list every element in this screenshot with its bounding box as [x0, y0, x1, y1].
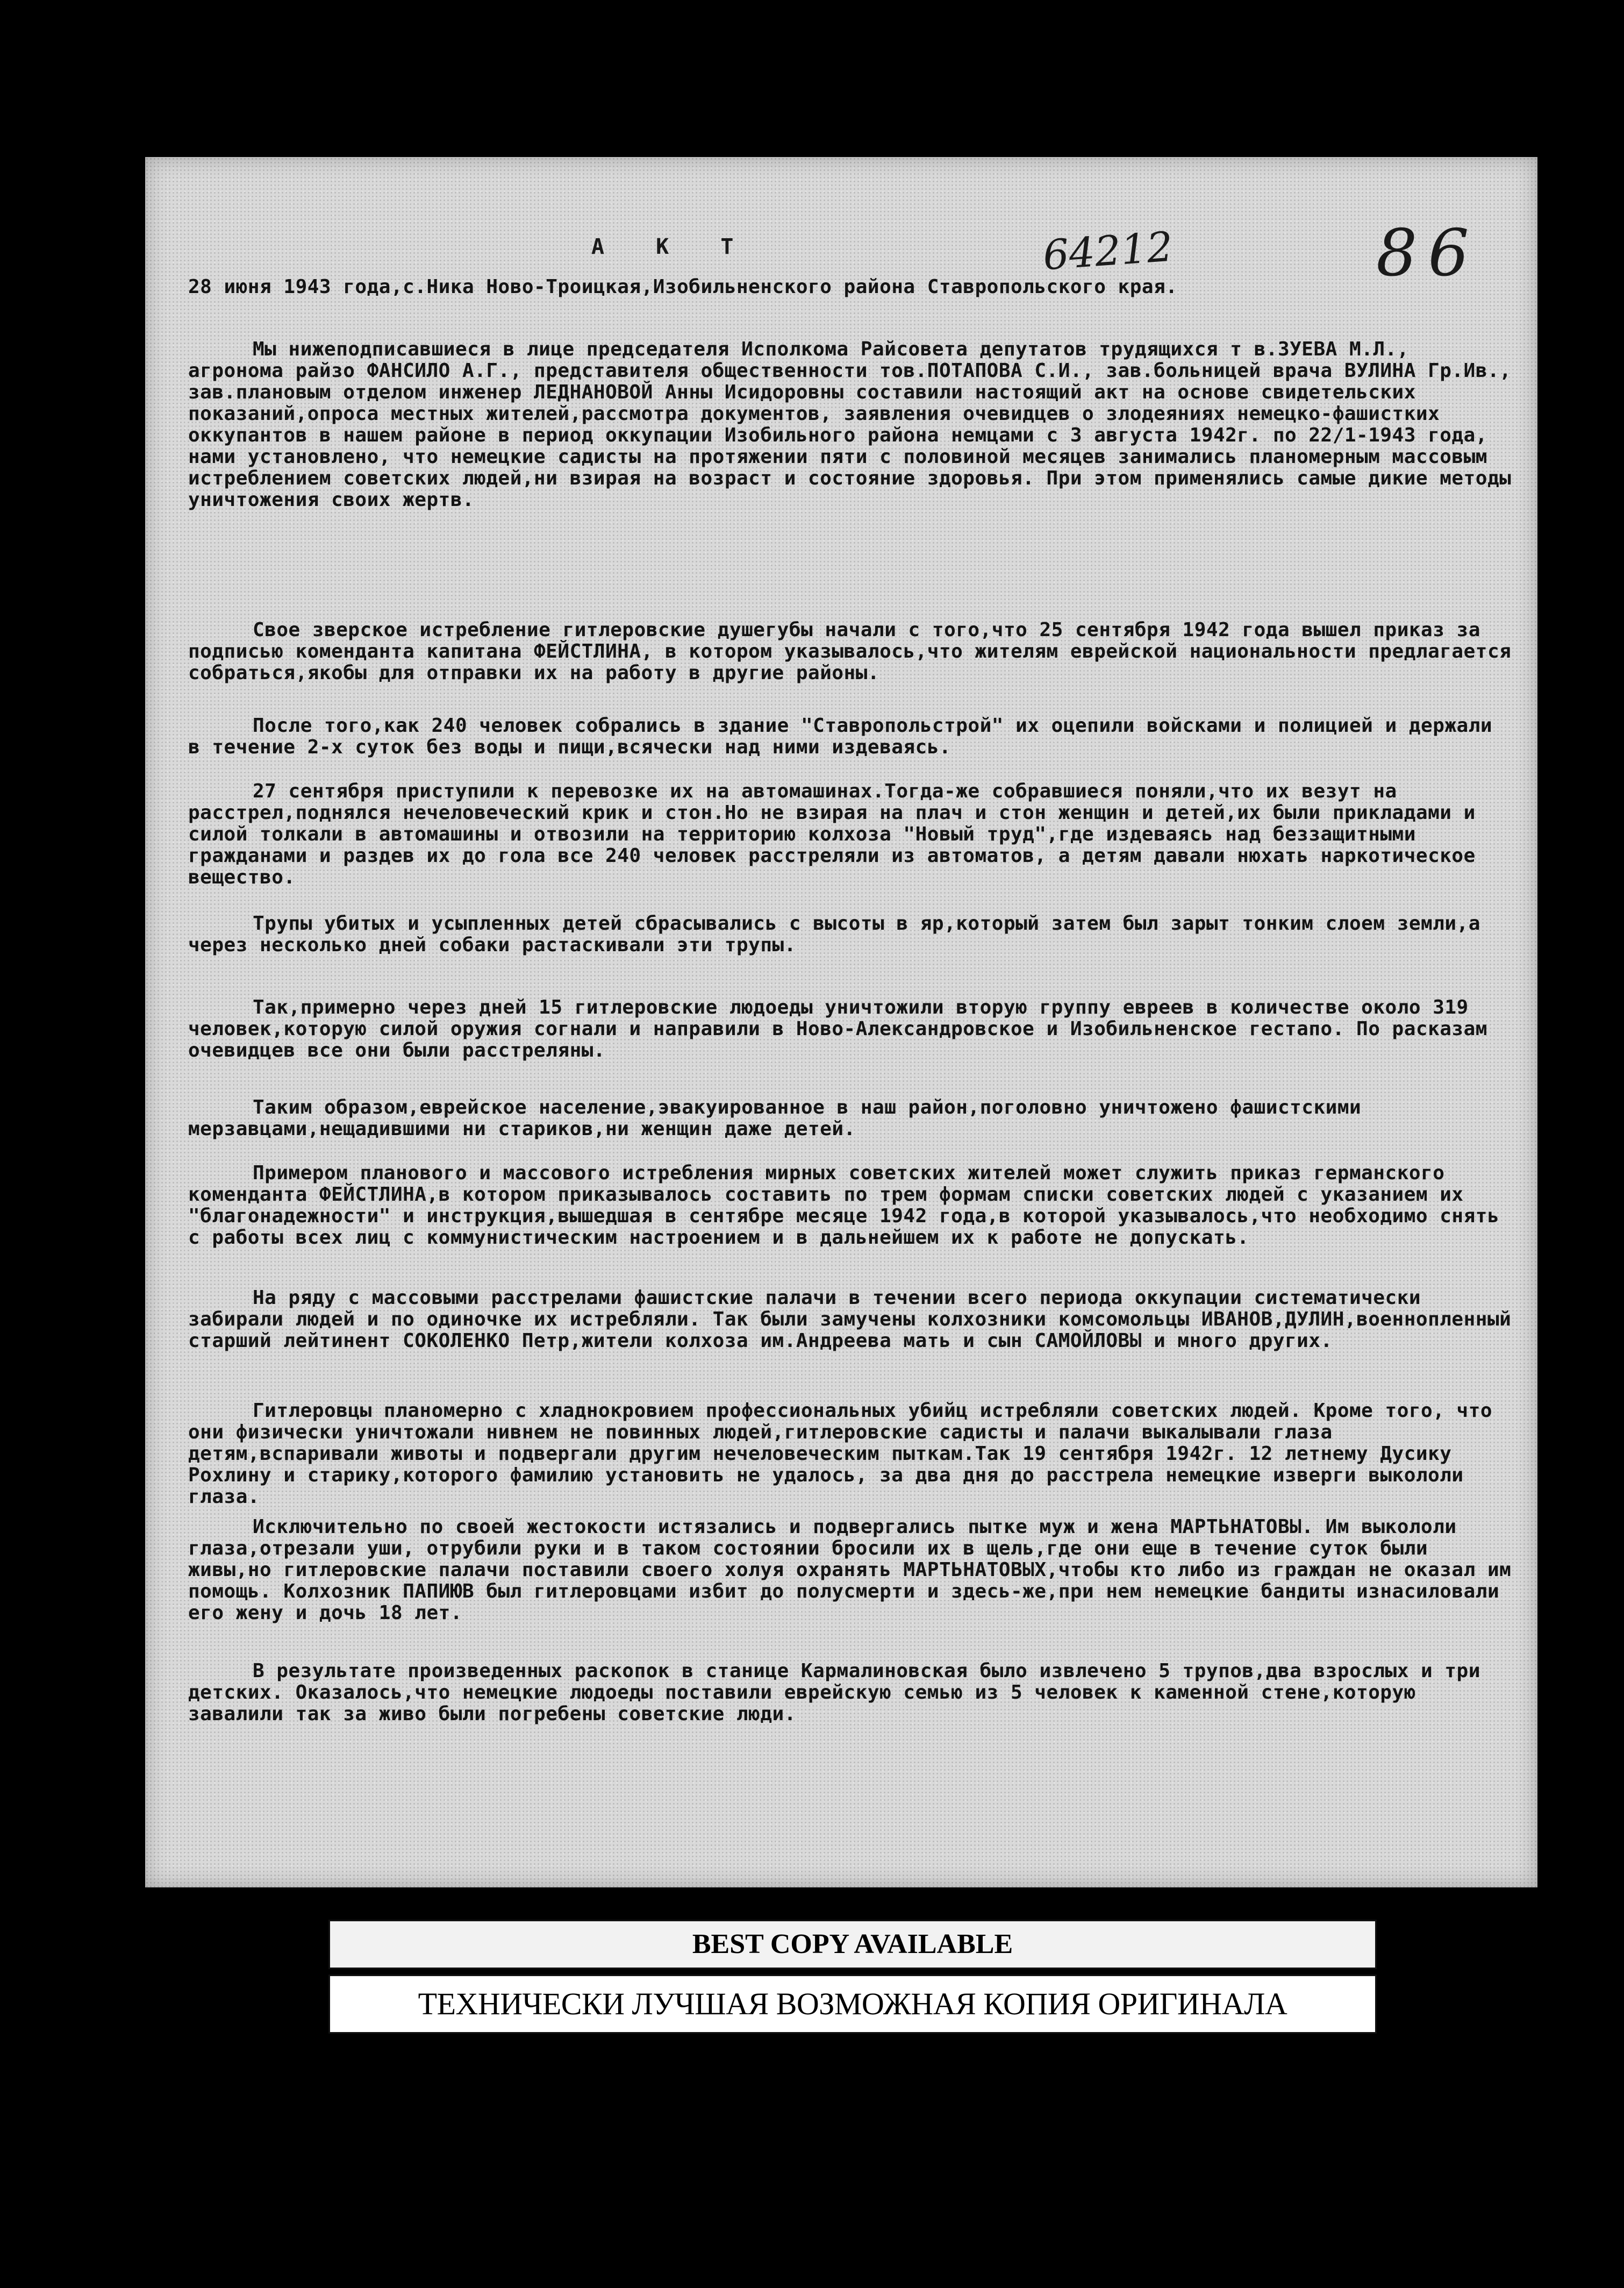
paragraph-excavations: В результате произведенных раскопок в станице Кармалиновская было извлечено 5 трупов,два взрослых и три детских. Оказалось,что немецкие людоеды поставили еврейскую семью из 5 человек к каменной стене,которую завалили так за живо были погребены советские люди. — [188, 1660, 1493, 1725]
paragraph-population-destroyed: Таким образом,еврейское население,эвакуированное в наш район,поголовно уничтожено фашистскими мерзавцами,нещадившими ни стариков,ни женщин даже детей. — [188, 1096, 1373, 1140]
archive-number: 64212 — [1041, 222, 1175, 280]
paragraph-torture: Гитлеровцы планомерно с хладнокровием профессиональных убийц истребляли советских людей. Кроме того, что они физически уничтожали нивнем не повинных людей,гитлеровские садисты и палачи выкалывали глаза детям,вспаривали животы и подвергали другим нечеловеческим пыткам.Так 19 сентября 1942г. 12 летнему Дусику Рохлину и старику,которого фамилию установить не удалось, за два дня до расстрела немецкие изверги выкололи глаза. — [188, 1400, 1505, 1508]
paragraph-commandant-order: Примером планового и массового истребления мирных советских жителей может служить приказ германского коменданта ФЕЙСТЛИНА,в котором приказывалось составить по трем формам списки советских людей с указанием их "благонадежности" и инструкция,вышедшая в сентябре месяце 1942 года,в которой указывалось,что необходимо снять с работы всех лиц с коммунистическим настроением и в дальнейшем их к работе не допускать. — [188, 1162, 1512, 1249]
paragraph-individual-killings: На ряду с массовыми расстрелами фашистские палачи в течении всего периода оккупации систематически забирали людей и по одиночке их истребляли. Так были замучены колхозники комсомольцы ИВАНОВ,ДУЛИН,военнопленный старший лейтинент СОКОЛЕНКО Петр,жители колхоза им.Андреева мать и сын САМОЙЛОВЫ и много других. — [188, 1287, 1523, 1352]
page-number: 86 — [1376, 216, 1480, 291]
best-copy-stamp-russian: ТЕХНИЧЕСКИ ЛУЧШАЯ ВОЗМОЖНАЯ КОПИЯ ОРИГИНАЛА — [328, 1975, 1377, 2034]
paragraph-martynatov-family: Исключительно по своей жестокости истязались и подвергались пытке муж и жена МАРТЬНАТОВЫ. Им выкололи глаза,отрезали уши, отрубили руки и в таком состоянии бросили их в щель,где они еще в течение суток были живы,но гитлеровские палачи поставили своего холуя охранять МАРТЬНАТОВЫХ,чтобы кто либо из граждан не оказал им помощь. Колхозник ПАПИЮВ был гитлеровцами избит до полусмерти и здесь-же,при нем немецкие бандиты изнасиловали его жену и дочь 18 лет. — [188, 1516, 1523, 1624]
paragraph-first-massacre-order: Свое зверское истребление гитлеровские душегубы начали с того,что 25 сентября 1942 года вышел приказ за подписью коменданта капитана ФЕЙСТЛИНА, в котором указывалось,что жителям еврейской национальности предлагается собраться,якобы для отправки их на работу в другие районы. — [188, 619, 1523, 684]
paragraph-second-group: Так,примерно через дней 15 гитлеровские людоеды уничтожили вторую группу евреев в количестве около 319 человек,которую силой оружия согнали и направили в Ново-Александровское и Изобильненское гестапо. По расказам очевидцев все они были расстреляны. — [188, 996, 1500, 1061]
document-page — [145, 157, 1537, 1887]
best-copy-stamp: BEST COPY AVAILABLE — [328, 1920, 1377, 1969]
paragraph-bodies: Трупы убитых и усыпленных детей сбрасывались с высоты в яр,который затем был зарыт тонким слоем земли,а через несколько дней собаки растаскивали эти трупы. — [188, 913, 1493, 956]
paragraph-date-place: 28 июня 1943 года,с.Ника Ново-Троицкая,Изобильненского района Ставропольского края. — [188, 276, 1178, 298]
paragraph-transport-execution: 27 сентября приступили к перевозке их на автомашинах.Тогда-же собравшиеся поняли,что их везут на расстрел,поднялся нечеловеческий крик и стон.Но не взирая на плач и стон женщин и детей,их были прикладами и силой толкали в автомашины и отвозили на территорию колхоза "Новый труд",где издеваясь над беззащитными гражданами и раздев их до гола все 240 человек расстреляли из автоматов, а детям давали нюхать наркотическое вещество. — [188, 780, 1487, 888]
paragraph-gathering: После того,как 240 человек собрались в здание "Ставропольстрой" их оцепили войсками и полицией и держали в течение 2-х суток без воды и пищи,всячески над ними издеваясь. — [188, 715, 1505, 758]
document-title: А К Т — [591, 234, 753, 259]
paragraph-commission: Мы нижеподписавшиеся в лице председателя Исполкома Райсовета депутатов трудящихся т в.ЗУЕВА М.Л., агронома райзо ФАНСИЛО А.Г., представителя общественности тов.ПОТАПОВА С.И., зав.больницей врача ВУЛИНА Гр.Ив., зав.плановым отделом инженер ЛЕДНАНОВОЙ Анны Исидоровны составили настоящий акт на основе свидетельских показаний,опроса местных жителей,рассмотра документов, заявления очевидцев о злодеяниях немецко-фашистких оккупантов в нашем районе в период оккупации Изобильного района немцами с 3 августа 1942г. по 22/1-1943 года, нами установлено, что немецкие садисты на протяжении пяти с половиной месяцев занимались планомерным массовым истреблением советских людей,ни взирая на возраст и состояние здоровья. При этом применялись самые дикие методы уничтожения своих жертв. — [188, 338, 1523, 511]
